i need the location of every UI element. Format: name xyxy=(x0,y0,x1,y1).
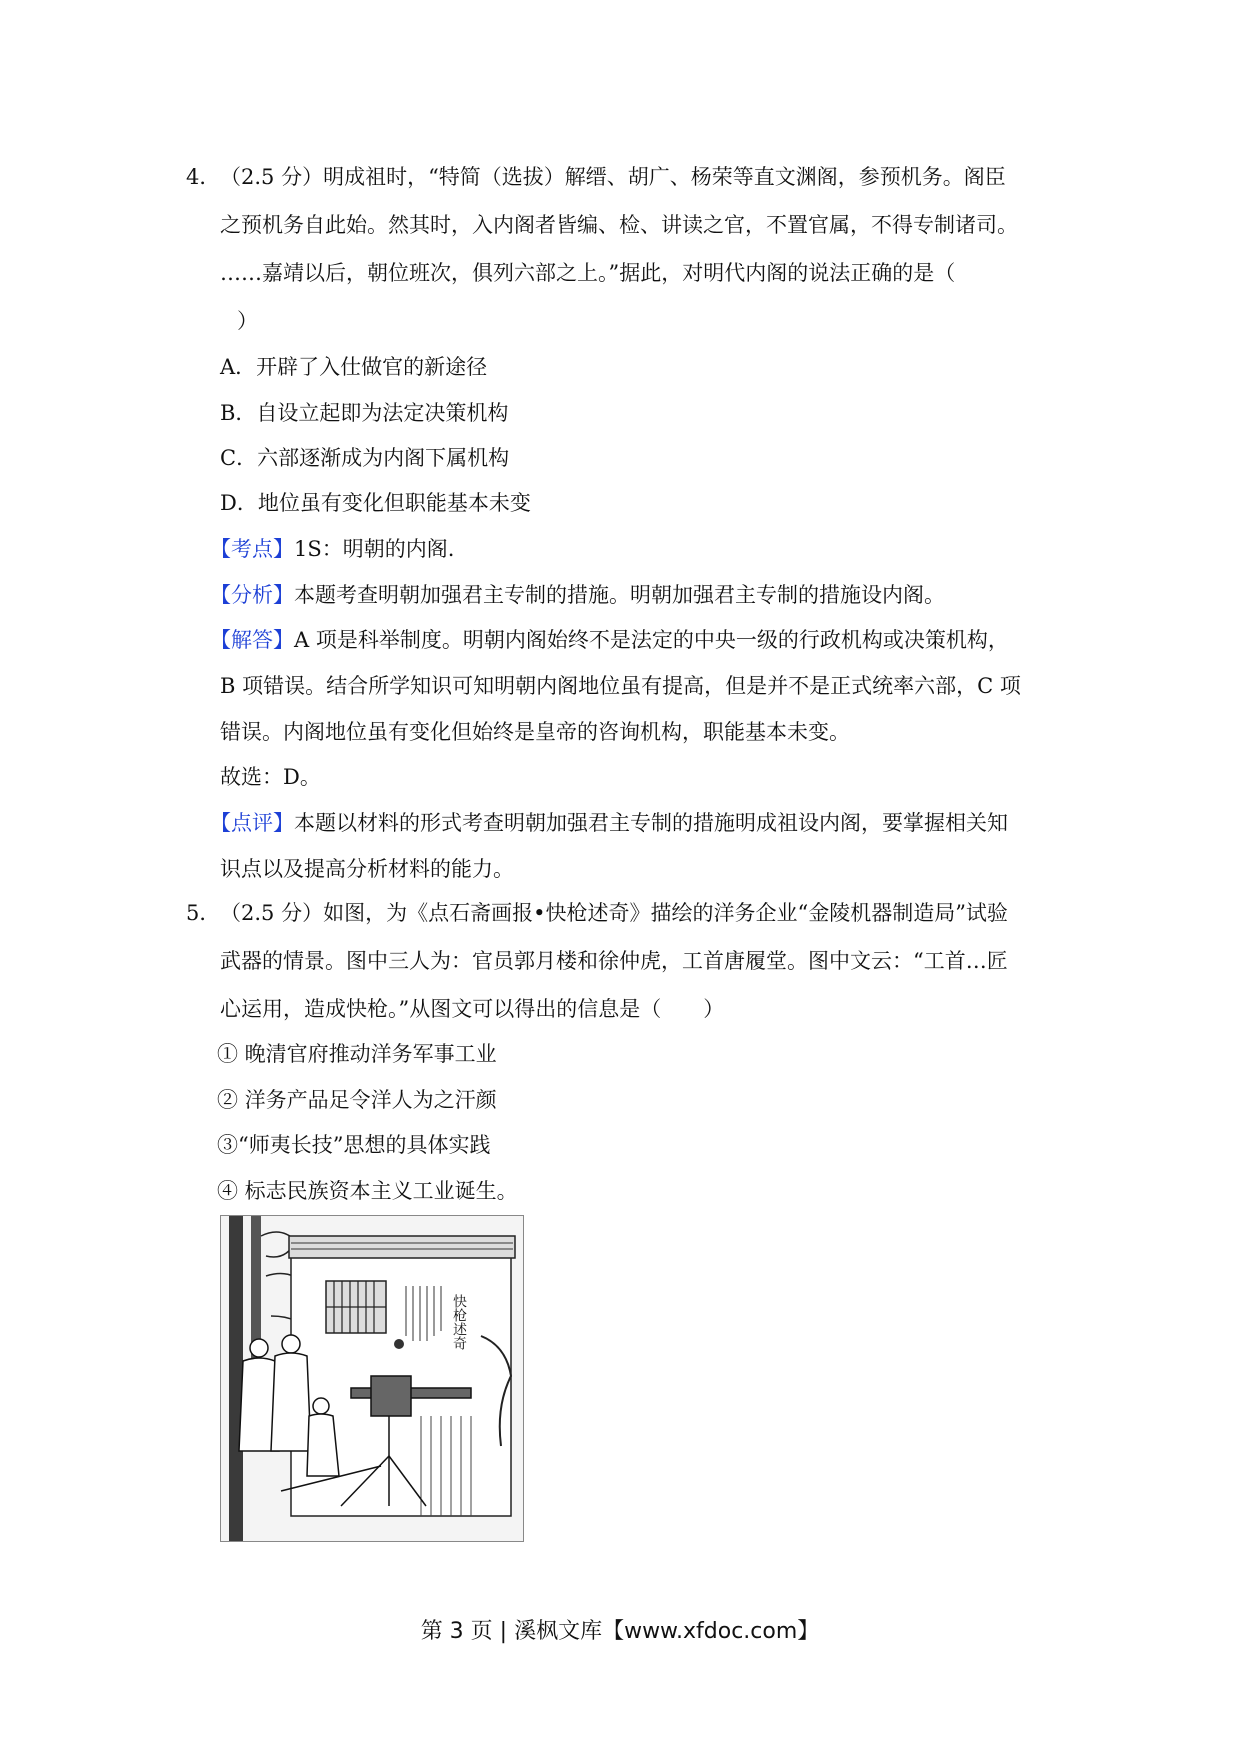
question-4-number: 4． xyxy=(186,165,221,189)
option-a: A．开辟了入仕做官的新途径 xyxy=(220,355,488,379)
option-b: B．自设立起即为法定决策机构 xyxy=(220,401,509,425)
jieda-line-3: 错误。内阁地位虽有变化但始终是皇帝的咨询机构，职能基本未变。 xyxy=(220,720,850,744)
option-c: C．六部逐渐成为内阁下属机构 xyxy=(220,446,510,470)
illustration-drawing xyxy=(221,1216,523,1541)
statement-3: ③“师夷长技”思想的具体实践 xyxy=(217,1133,491,1157)
illustration-image xyxy=(220,1215,524,1542)
fenxi-tag: 【分析】 xyxy=(210,583,294,607)
dianping-line-1 xyxy=(210,808,1008,838)
dianping-tag: 【点评】 xyxy=(210,811,294,835)
question-4-line-3: ……嘉靖以后，朝位班次，俱列六部之上。”据此，对明代内阁的说法正确的是（ xyxy=(220,261,956,285)
figure-caption: 快枪述奇 xyxy=(451,1294,467,1350)
question-5-number: 5． xyxy=(186,901,221,925)
question-5-line-3: 心运用，造成快枪。”从图文可以得出的信息是（ ） xyxy=(220,997,725,1021)
statement-1: ① 晚清官府推动洋务军事工业 xyxy=(217,1042,497,1066)
statement-2: ② 洋务产品足令洋人为之汗颜 xyxy=(217,1088,497,1112)
option-d: D．地位虽有变化但职能基本未变 xyxy=(220,491,531,515)
kaodian-tag: 【考点】 xyxy=(210,537,294,561)
fenxi-text: 本题考查明朝加强君主专制的措施。明朝加强君主专制的措施设内阁。 xyxy=(294,583,945,607)
fenxi-line xyxy=(210,580,945,610)
jieda-text-1: A 项是科举制度。明朝内阁始终不是法定的中央一级的行政机构或决策机构， xyxy=(294,628,1009,652)
jieda-line-2: B 项错误。结合所学知识可知明朝内阁地位虽有提高，但是并不是正式统率六部，C 项 xyxy=(220,674,1021,698)
jieda-line-1 xyxy=(210,625,1009,655)
question-4-line-2: 之预机务自此始。然其时，入内阁者皆编、检、讲读之官，不置官属，不得专制诸司。 xyxy=(220,213,1018,237)
page-footer: 第 3 页 | 溪枫文库【www.xfdoc.com】 xyxy=(420,1619,820,1644)
question-5-line-1: （2.5 分）如图，为《点石斋画报•快枪述奇》描绘的洋务企业“金陵机器制造局”试验 xyxy=(220,901,1008,925)
question-5-line-2: 武器的情景。图中三人为：官员郭月楼和徐仲虎，工首唐履堂。图中文云：“工首…匠 xyxy=(220,949,1008,973)
kaodian-text: 1S：明朝的内阁. xyxy=(294,537,455,561)
jieda-tag: 【解答】 xyxy=(210,628,294,652)
dianping-text-1: 本题以材料的形式考查明朝加强君主专制的措施明成祖设内阁，要掌握相关知 xyxy=(294,811,1008,835)
answer-line: 故选：D。 xyxy=(220,765,321,789)
question-4-line-4: ） xyxy=(237,309,258,333)
question-4-line-1: （2.5 分）明成祖时，“特简（选拔）解缙、胡广、杨荣等直文渊阁，参预机务。阁臣 xyxy=(220,165,1006,189)
kaodian-line xyxy=(210,534,454,564)
statement-4: ④ 标志民族资本主义工业诞生。 xyxy=(217,1179,518,1203)
dianping-line-2: 识点以及提高分析材料的能力。 xyxy=(220,857,514,881)
